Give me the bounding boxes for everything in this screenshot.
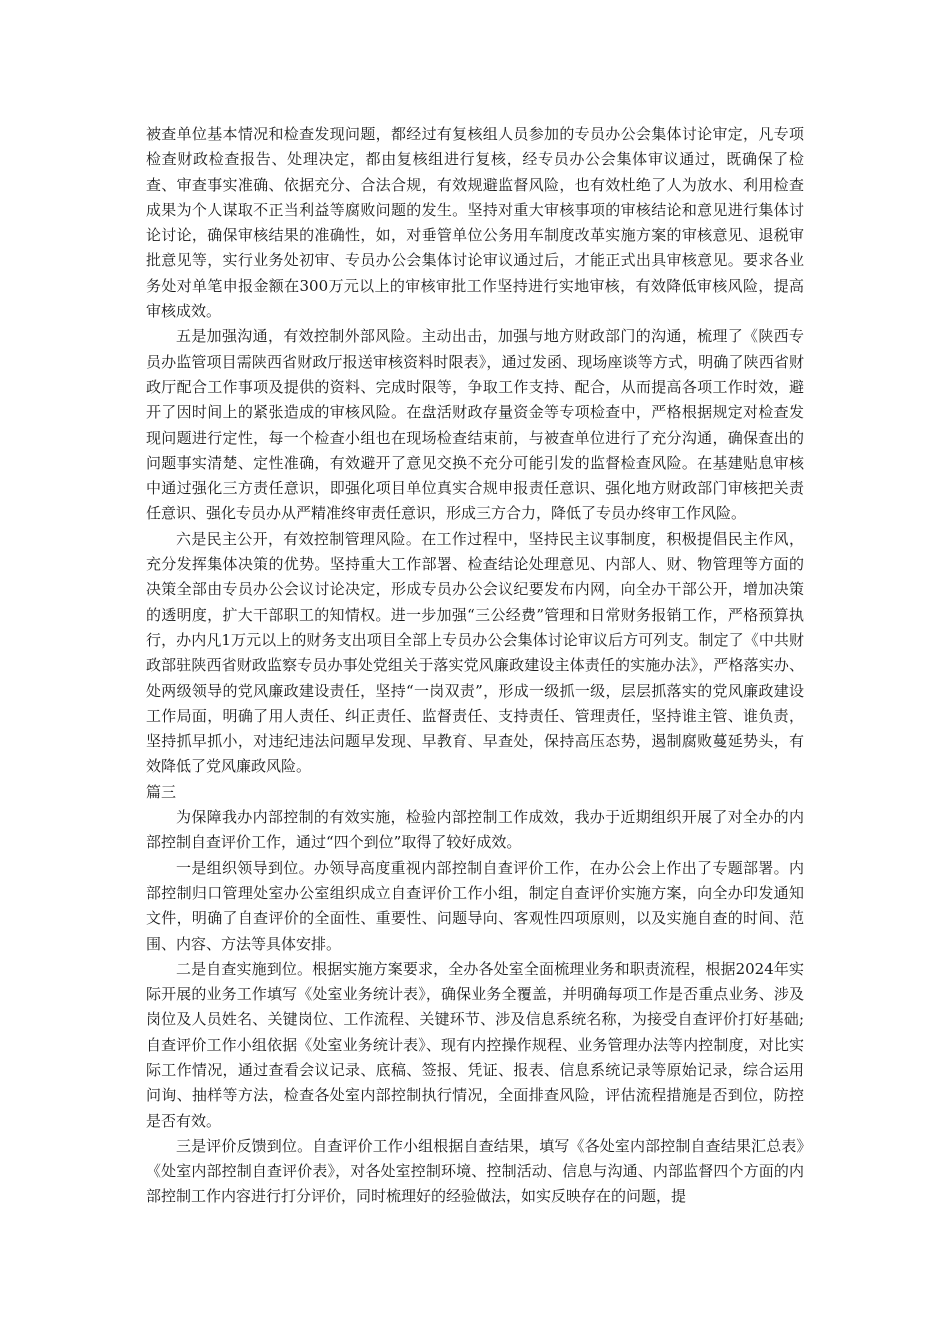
paragraph-item-3: 三是评价反馈到位。自查评价工作小组根据自查结果，填写《各处室内部控制自查结果汇总表》《处室内部控制自查评价表》，对各处室控制环境、控制活动、信息与沟通、内部监督四个方面的内部控制工作内容进行打分评价，同时梳理好的经验做法，如实反映存在的问题，提 [146,1136,804,1206]
paragraph-continued: 被查单位基本情况和检查发现问题，都经过有复核组人员参加的专员办公会集体讨论审定，凡专项检查财政检查报告、处理决定，都由复核组进行复核，经专员办公会集体审议通过，既确保了检查、审查事实准确、依据充分、合法合规，有效规避监督风险，也有效杜绝了人为放水、利用检查成果为个人谋取不正当利益等腐败问题的发生。坚持对重大审核事项的审核结论和意见进行集体讨论讨论，确保审核结果的准确性，如，对垂管单位公务用车制度改革实施方案的审核意见、退税审批意见等，实行业务处初审、专员办公会集体讨论审议通过后，才能正式出具审核意见。要求各业务处对单笔申报金额在300万元以上的审核审批工作坚持进行实地审核，有效降低审核风险，提高审核成效。 [146,125,804,321]
document-page [146,122,804,1210]
paragraph-item-5: 五是加强沟通，有效控制外部风险。主动出击，加强与地方财政部门的沟通，梳理了《陕西专员办监管项目需陕西省财政厅报送审核资料时限表》，通过发函、现场座谈等方式，明确了陕西省财政厅配合工作事项及提供的资料、完成时限等，争取工作支持、配合，从而提高各项工作时效，避开了因时间上的紧张造成的审核风险。在盘活财政存量资金等专项检查中，严格根据规定对检查发现问题进行定性，每一个检查小组也在现场检查结束前，与被查单位进行了充分沟通，确保查出的问题事实清楚、定性准确，有效避开了意见交换不充分可能引发的监督检查风险。在基建贴息审核中通过强化三方责任意识，即强化项目单位真实合规申报责任意识、强化地方财政部门审核把关责任意识、强化专员办从严精准终审责任意识，形成三方合力，降低了专员办终审工作风险。 [146,327,804,523]
paragraph-item-2: 二是自查实施到位。根据实施方案要求，全办各处室全面梳理业务和职责流程，根据2024年实际开展的业务工作填写《处室业务统计表》，确保业务全覆盖，并明确每项工作是否重点业务、涉及岗位及人员姓名、关键岗位、工作流程、关键环节、涉及信息系统名称，为接受自查评价打好基础;自查评价工作小组依据《处室业务统计表》、现有内控操作规程、业务管理办法等内控制度，对比实际工作情况，通过查看会议记录、底稿、签报、凭证、报表、信息系统记录等原始记录，综合运用问询、抽样等方法，检查各处室内部控制执行情况，全面排查风险，评估流程措施是否到位，防控是否有效。 [146,959,804,1130]
paragraph-intro: 为保障我办内部控制的有效实施，检验内部控制工作成效，我办于近期组织开展了对全办的内部控制自查评价工作，通过“四个到位”取得了较好成效。 [146,808,804,852]
section-heading: 篇三 [146,782,177,801]
paragraph-item-1: 一是组织领导到位。办领导高度重视内部控制自查评价工作，在办公会上作出了专题部署。内部控制归口管理处室办公室组织成立自查评价工作小组，制定自查评价实施方案，向全办印发通知文件，明确了自查评价的全面性、重要性、问题导向、客观性四项原则，以及实施自查的时间、范围、内容、方法等具体安排。 [146,858,804,953]
paragraph-item-6: 六是民主公开，有效控制管理风险。在工作过程中，坚持民主议事制度，积极提倡民主作风，充分发挥集体决策的优势。坚持重大工作部署、检查结论处理意见、内部人、财、物管理等方面的决策全部由专员办公会议讨论决定，形成专员办公会议纪要发布内网，向全办干部公开，增加决策的透明度，扩大干部职工的知情权。进一步加强“三公经费”管理和日常财务报销工作，严格预算执行，办内凡1万元以上的财务支出项目全部上专员办公会集体讨论审议后方可列支。制定了《中共财政部驻陕西省财政监察专员办事处党组关于落实党风廉政建设主体责任的实施办法》，严格落实办、处两级领导的党风廉政建设责任，坚持“一岗双责”，形成一级抓一级，层层抓落实的党风廉政建设工作局面，明确了用人责任、纠正责任、监督责任、支持责任、管理责任，坚持谁主管、谁负责，坚持抓早抓小，对违纪违法问题早发现、早教育、早查处，保持高压态势，遏制腐败蔓延势头，有效降低了党风廉政风险。 [146,529,804,776]
